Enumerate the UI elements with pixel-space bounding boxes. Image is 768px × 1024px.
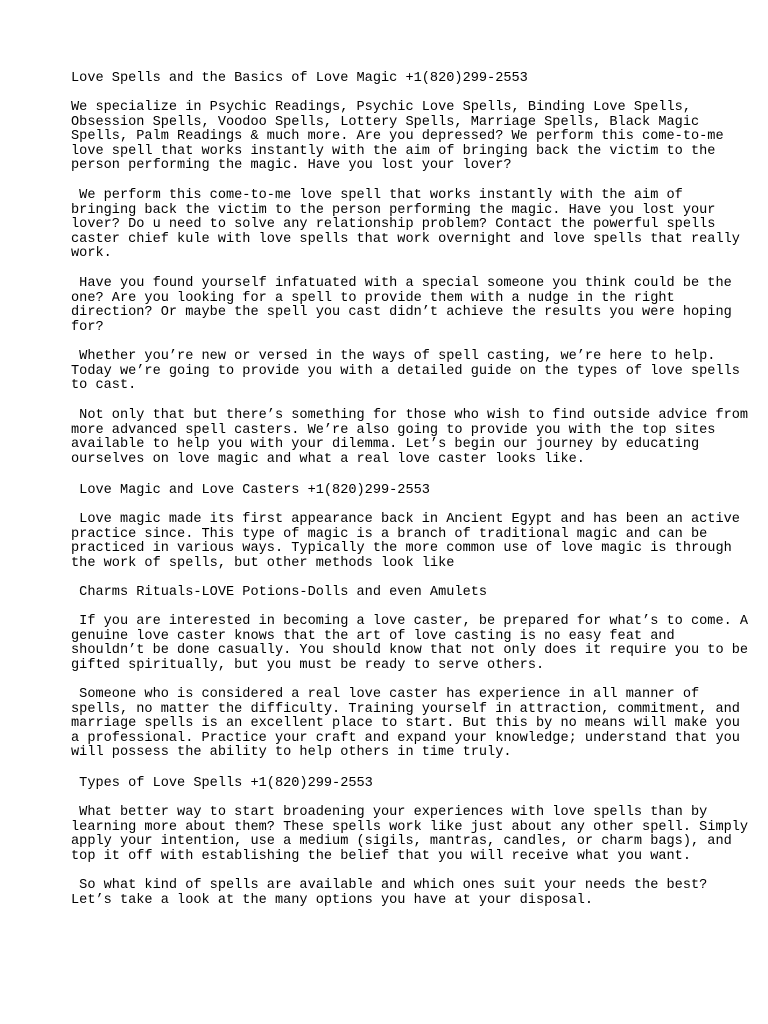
- paragraph-spell-casting: Whether you’re new or versed in the ways of spell casting, we’re here to help. Today we’re going to provide you with a detailed guide on the types of love spells to cast.: [71, 349, 740, 394]
- paragraph-broadening: What better way to start broadening your experiences with love spells than by learning more about them? These spells work like just about any other spell. Simply apply your intention, use a medium (sigils, mantras, candles, or charm bags), and top it off with establishing the belief that you will receive what you want.: [71, 805, 749, 864]
- section-heading-love-magic: Love Magic and Love Casters +1(820)299-2553: [71, 483, 430, 498]
- paragraph-options: So what kind of spells are available and which ones suit your needs the best? Let’s take a look at the many options you have at your disposal.: [71, 878, 708, 908]
- section-heading-charms: Charms Rituals-LOVE Potions-Dolls and even Amulets: [71, 585, 488, 600]
- paragraph-real-caster: Someone who is considered a real love caster has experience in all manner of spells, no matter the difficulty. Training yourself in attraction, commitment, and marriage spells is an excellent place to start. But this by no means will make you a professional. Practice your craft and expand your knowledge; understand that you will possess the ability to help others in time truly.: [71, 687, 740, 761]
- section-heading-types: Types of Love Spells +1(820)299-2553: [71, 776, 373, 791]
- document-title: Love Spells and the Basics of Love Magic +1(820)299-2553: [71, 71, 528, 86]
- paragraph-becoming-caster: If you are interested in becoming a love caster, be prepared for what’s to come. A genuine love caster knows that the art of love casting is no easy feat and shouldn’t be done casually. You should know that not only does it require you to be gifted spiritually, but you must be ready to serve others.: [71, 614, 749, 673]
- paragraph-infatuated: Have you found yourself infatuated with a special someone you think could be the one? Are you looking for a spell to provide them with a nudge in the right direction? Or maybe the spell you cast didn’t achieve the results you were hoping for?: [71, 276, 732, 335]
- paragraph-come-to-me: We perform this come-to-me love spell that works instantly with the aim of bringing back the victim to the person performing the magic. Have you lost your lover? Do u need to solve any relationship problem? Contact the powerful spells caster chief kule with love spells that work overnight and love spells that really work.: [71, 188, 740, 262]
- paragraph-intro: We specialize in Psychic Readings, Psychic Love Spells, Binding Love Spells, Obsession Spells, Voodoo Spells, Lottery Spells, Marriage Spells, Black Magic Spells, Palm Readings & much more. Are you depressed? We perform this come-to-me love spell that works instantly with the aim of bringing back the victim to the person performing the magic. Have you lost your lover?: [71, 100, 724, 174]
- paragraph-ancient-egypt: Love magic made its first appearance back in Ancient Egypt and has been an active practice since. This type of magic is a branch of traditional magic and can be practiced in various ways. Typically the more common use of love magic is through the work of spells, but other methods look like: [71, 512, 740, 571]
- paragraph-outside-advice: Not only that but there’s something for those who wish to find outside advice from more advanced spell casters. We’re also going to provide you with the top sites available to help you with your dilemma. Let’s begin our journey by educating ourselves on love magic and what a real love caster looks like.: [71, 408, 749, 467]
